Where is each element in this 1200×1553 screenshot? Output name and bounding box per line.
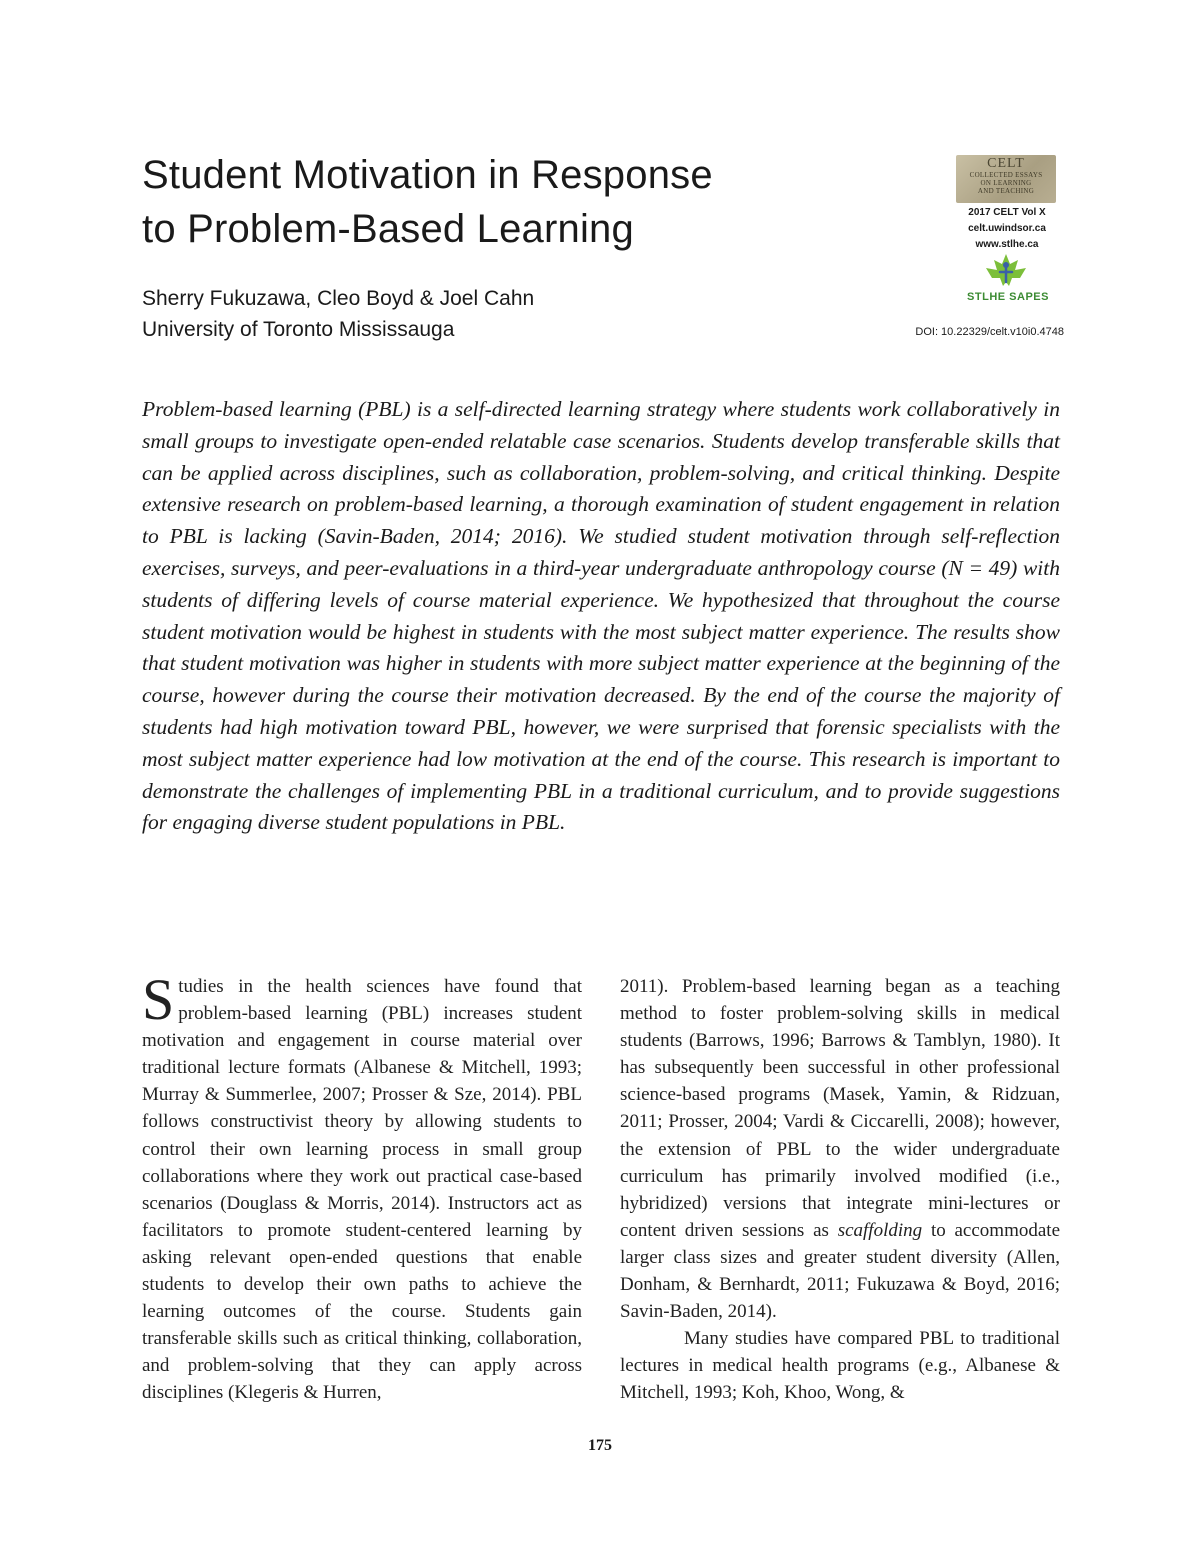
journal-meta — [946, 205, 1068, 253]
stlhe-maple-leaf-icon — [982, 252, 1030, 290]
right-p1-text-b: to accommodate larger class sizes and greater student diversity (Allen, Donham, & Bernhardt, 2011; Fukuzawa & Boyd, 2016; Savin-Baden, 2014). — [620, 1219, 1060, 1323]
stlhe-url[interactable]: www.stlhe.ca — [975, 239, 1039, 250]
journal-volume: 2017 CELT Vol X — [968, 207, 1046, 218]
emphasis-scaffolding: scaffolding — [837, 1219, 923, 1241]
left-column-text: tudies in the health sciences have found that problem-based learning (PBL) increases student motivation and engagement in course material over traditional lecture formats (Albanese & Mitchell, 1993; Murray & Summerlee, 2007; Prosser & Sze, 2014). PBL follows constructivist theory by allowing students to control their own learning process in small group collaborations where they work out practical case-based scenarios (Douglass & Morris, 2014). Instructors act as facilitators to promote student-centered learning by asking relevant open-ended questions that enable students to develop their own paths to achieve the learning outcomes of the course. Students gain transferable skills such as critical thinking, collaboration, and problem-solving that they can apply across disciplines (Klegeris & Hurren, — [142, 976, 582, 1404]
body-column-right — [620, 973, 1060, 1407]
title-line-1: Student Motivation in Response — [142, 153, 713, 197]
celt-logo-line-2: ON LEARNING — [980, 179, 1032, 187]
drop-cap: S — [142, 967, 175, 1032]
stlhe-label: STLHE SAPES — [967, 291, 1049, 303]
right-paragraph-1 — [620, 973, 1060, 1325]
right-paragraph-2: Many studies have compared PBL to traditional lectures in medical health programs (e.g., Albanese & Mitchell, 1993; Koh, Khoo, Wong, & — [620, 1328, 1060, 1404]
title-line-2: to Problem-Based Learning — [142, 207, 634, 251]
celt-logo-line-3: AND TEACHING — [977, 187, 1035, 195]
celt-journal-logo — [956, 155, 1056, 203]
right-p1-text-a: 2011). Problem-based learning began as a teaching method to foster problem-solving skills in medical students (Barrows, 1996; Barrows & Tamblyn, 1980). It has subsequently been successful in other professional science-based programs (Masek, Yamin, & Ridzuan, 2011; Prosser, 2004; Vardi & Ciccarelli, 2008); however, the extension of PBL to the wider undergraduate curriculum has primarily involved modified (i.e., hybridized) versions that integrate mini-lectures or content driven sessions as — [620, 976, 1060, 1241]
page-number: 175 — [588, 1437, 612, 1454]
intro-paragraph — [142, 967, 582, 1407]
celt-logo-title: CELT — [987, 156, 1025, 171]
abstract: Problem-based learning (PBL) is a self-directed learning strategy where students work collaboratively in small groups to investigate open-ended relatable case scenarios. Students develop transferable skills that can be applied across disciplines, such as collaboration, problem-solving, and critical thinking. Despite extensive research on problem-based learning, a thorough examination of student engagement in relation to PBL is lacking (Savin-Baden, 2014; 2016). We studied student motivation through self-reflection exercises, surveys, and peer-evaluations in a third-year undergraduate anthropology course (N = 49) with students of differing levels of course material experience. We hypothesized that throughout the course student motivation would be highest in students with the most subject matter experience. The results show that student motivation was higher in students with more subject matter experience at the beginning of the course, however during the course their motivation decreased. By the end of the course the majority of students had high motivation toward PBL, however, we were surprised that forensic specialists with the most subject matter experience had low motivation at the end of the course. This research is important to demonstrate the challenges of implementing PBL in a traditional curriculum, and to provide suggestions for engaging diverse student populations in PBL. — [142, 397, 1060, 835]
paper-title — [142, 148, 862, 256]
body-column-left — [142, 967, 582, 1407]
doi[interactable]: DOI: 10.22329/celt.v10i0.4748 — [915, 326, 1064, 338]
celt-logo-line-1: COLLECTED ESSAYS — [969, 171, 1043, 179]
journal-url[interactable]: celt.uwindsor.ca — [968, 223, 1046, 234]
author-list: Sherry Fukuzawa, Cleo Boyd & Joel Cahn — [142, 287, 535, 310]
affiliation: University of Toronto Mississauga — [142, 318, 455, 341]
